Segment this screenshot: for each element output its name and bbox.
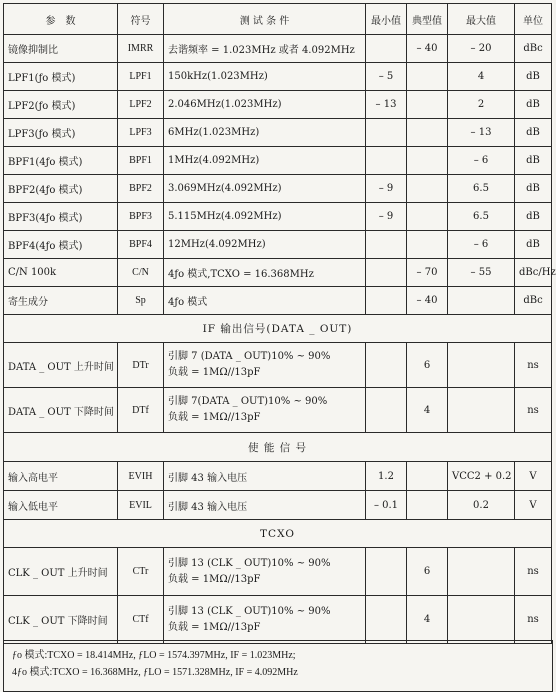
condition-load: 负载 = 1MΩ//13pF	[168, 412, 261, 423]
unit-cell: V	[515, 491, 552, 520]
symbol-cell: DTf	[118, 388, 164, 433]
unit-cell: ns	[515, 548, 552, 596]
max-cell	[448, 596, 515, 644]
condition-cell: 5.115MHz(4.092MHz)	[164, 203, 366, 231]
max-cell: VCC2 + 0.2	[448, 462, 515, 491]
condition-line: 引脚 13 (CLK _ OUT)10% ~ 90%	[168, 557, 331, 569]
table-row	[4, 596, 552, 644]
max-cell: – 55	[448, 259, 515, 287]
unit-cell: dB	[515, 203, 552, 231]
param-cell: 输入低电平	[4, 491, 118, 520]
table-row	[4, 462, 552, 491]
min-cell	[366, 231, 407, 259]
condition-cell	[164, 388, 366, 433]
typ-cell: – 40	[407, 287, 448, 315]
max-cell: 2	[448, 91, 515, 119]
min-cell: – 9	[366, 203, 407, 231]
condition-line: 引脚 13 (CLK _ OUT)10% ~ 90%	[168, 605, 331, 617]
condition-cell: 4ƒo 模式,TCXO = 16.368MHz	[164, 259, 366, 287]
section-enable-row	[4, 433, 552, 462]
param-cell: LPF1(ƒo 模式)	[4, 63, 118, 91]
symbol-cell: BPF2	[118, 175, 164, 203]
symbol-cell: LPF3	[118, 119, 164, 147]
section-tcxo: TCXO	[4, 520, 552, 548]
spec-table	[3, 3, 556, 644]
condition-load: 负载 = 1MΩ//13pF	[168, 367, 261, 378]
condition-cell: 3.069MHz(4.092MHz)	[164, 175, 366, 203]
condition-cell: 150kHz(1.023MHz)	[164, 63, 366, 91]
min-cell	[366, 596, 407, 644]
table-row	[4, 35, 552, 63]
unit-cell: dB	[515, 147, 552, 175]
symbol-cell: C/N	[118, 259, 164, 287]
max-cell: 6.5	[448, 203, 515, 231]
condition-line: 引脚 7 (DATA _ OUT)10% ~ 90%	[168, 351, 331, 362]
header-row	[4, 4, 552, 35]
min-cell	[366, 35, 407, 63]
typ-cell: 6	[407, 343, 448, 388]
min-cell	[366, 388, 407, 433]
param-cell: 寄生成分	[4, 287, 118, 315]
condition-cell: 6MHz(1.023MHz)	[164, 119, 366, 147]
footnotes	[3, 640, 553, 692]
typ-cell: – 40	[407, 35, 448, 63]
symbol-cell: BPF4	[118, 231, 164, 259]
unit-cell: dB	[515, 63, 552, 91]
condition-cell: 1MHz(4.092MHz)	[164, 147, 366, 175]
header-max: 最大值	[448, 4, 515, 35]
min-cell	[366, 287, 407, 315]
param-cell: CLK _ OUT 下降时间	[4, 596, 118, 644]
symbol-cell: LPF1	[118, 63, 164, 91]
table-row	[4, 63, 552, 91]
typ-cell: 4	[407, 388, 448, 433]
condition-cell: 引脚 43 输入电压	[164, 491, 366, 520]
table-row	[4, 147, 552, 175]
typ-cell	[407, 147, 448, 175]
condition-cell	[164, 343, 366, 388]
section-if-row	[4, 315, 552, 343]
unit-cell: ns	[515, 596, 552, 644]
min-cell: 1.2	[366, 462, 407, 491]
param-cell: LPF3(ƒo 模式)	[4, 119, 118, 147]
unit-cell: dB	[515, 91, 552, 119]
condition-cell: 4ƒo 模式	[164, 287, 366, 315]
condition-cell: 引脚 43 输入电压	[164, 462, 366, 491]
typ-cell	[407, 63, 448, 91]
param-cell: C/N 100k	[4, 259, 118, 287]
typ-cell	[407, 462, 448, 491]
symbol-cell: DTr	[118, 343, 164, 388]
typ-cell	[407, 231, 448, 259]
condition-cell: 12MHz(4.092MHz)	[164, 231, 366, 259]
table-row	[4, 548, 552, 596]
max-cell: 4	[448, 63, 515, 91]
max-cell	[448, 343, 515, 388]
unit-cell: dB	[515, 175, 552, 203]
table-row	[4, 491, 552, 520]
min-cell: – 13	[366, 91, 407, 119]
typ-cell	[407, 491, 448, 520]
unit-cell: dBc/Hz	[515, 259, 552, 287]
header-unit: 单位	[515, 4, 552, 35]
header-symbol: 符号	[118, 4, 164, 35]
param-cell: BPF2(4ƒo 模式)	[4, 175, 118, 203]
param-cell: 镜像抑制比	[4, 35, 118, 63]
symbol-cell: CTr	[118, 548, 164, 596]
param-cell: CLK _ OUT 上升时间	[4, 548, 118, 596]
typ-cell: 6	[407, 548, 448, 596]
min-cell	[366, 119, 407, 147]
param-cell: LPF2(ƒo 模式)	[4, 91, 118, 119]
min-cell	[366, 147, 407, 175]
section-enable: 使 能 信 号	[4, 433, 552, 462]
typ-cell	[407, 203, 448, 231]
typ-cell	[407, 175, 448, 203]
min-cell	[366, 548, 407, 596]
min-cell: – 9	[366, 175, 407, 203]
table-row	[4, 119, 552, 147]
section-tcxo-row	[4, 520, 552, 548]
min-cell	[366, 343, 407, 388]
condition-cell	[164, 548, 366, 596]
max-cell	[448, 388, 515, 433]
symbol-cell: BPF3	[118, 203, 164, 231]
unit-cell: ns	[515, 388, 552, 433]
min-cell: – 5	[366, 63, 407, 91]
param-cell: BPF1(4ƒo 模式)	[4, 147, 118, 175]
max-cell: – 6	[448, 147, 515, 175]
condition-line: 引脚 7(DATA _ OUT)10% ~ 90%	[168, 396, 328, 407]
symbol-cell: EVIL	[118, 491, 164, 520]
min-cell: – 0.1	[366, 491, 407, 520]
param-cell: 输入高电平	[4, 462, 118, 491]
table-row	[4, 343, 552, 388]
typ-cell	[407, 91, 448, 119]
table-row	[4, 388, 552, 433]
max-cell	[448, 548, 515, 596]
header-min: 最小值	[366, 4, 407, 35]
symbol-cell: IMRR	[118, 35, 164, 63]
symbol-cell: CTf	[118, 596, 164, 644]
typ-cell	[407, 119, 448, 147]
table-row	[4, 259, 552, 287]
header-condition: 测 试 条 件	[164, 4, 366, 35]
table-row	[4, 175, 552, 203]
table-row	[4, 287, 552, 315]
max-cell: – 20	[448, 35, 515, 63]
symbol-cell: LPF2	[118, 91, 164, 119]
footnote-line: 4ƒo 模式:TCXO = 16.368MHz, ƒLO = 1571.328MHz, IF = 4.092MHz	[12, 667, 298, 678]
symbol-cell: Sp	[118, 287, 164, 315]
condition-load: 负载 = 1MΩ//13pF	[168, 621, 261, 633]
max-cell: – 6	[448, 231, 515, 259]
condition-cell: 去谐频率 = 1.023MHz 或者 4.092MHz	[164, 35, 366, 63]
header-param: 参 数	[4, 4, 118, 35]
symbol-cell: EVIH	[118, 462, 164, 491]
typ-cell: 4	[407, 596, 448, 644]
unit-cell: dBc	[515, 287, 552, 315]
typ-cell: – 70	[407, 259, 448, 287]
header-typ: 典型值	[407, 4, 448, 35]
unit-cell: ns	[515, 343, 552, 388]
unit-cell: dB	[515, 119, 552, 147]
footnote-line: ƒo 模式:TCXO = 18.414MHz, ƒLO = 1574.397MHz, IF = 1.023MHz;	[12, 650, 296, 661]
unit-cell: dB	[515, 231, 552, 259]
param-cell: DATA _ OUT 下降时间	[4, 388, 118, 433]
section-if: IF 输出信号(DATA _ OUT)	[4, 315, 552, 343]
symbol-cell: BPF1	[118, 147, 164, 175]
condition-cell: 2.046MHz(1.023MHz)	[164, 91, 366, 119]
min-cell	[366, 259, 407, 287]
condition-load: 负载 = 1MΩ//13pF	[168, 573, 261, 585]
unit-cell: dBc	[515, 35, 552, 63]
max-cell: 6.5	[448, 175, 515, 203]
max-cell	[448, 287, 515, 315]
max-cell: – 13	[448, 119, 515, 147]
param-cell: BPF3(4ƒo 模式)	[4, 203, 118, 231]
max-cell: 0.2	[448, 491, 515, 520]
param-cell: DATA _ OUT 上升时间	[4, 343, 118, 388]
table-row	[4, 203, 552, 231]
param-cell: BPF4(4ƒo 模式)	[4, 231, 118, 259]
table-row	[4, 231, 552, 259]
condition-cell	[164, 596, 366, 644]
table-row	[4, 91, 552, 119]
unit-cell: V	[515, 462, 552, 491]
